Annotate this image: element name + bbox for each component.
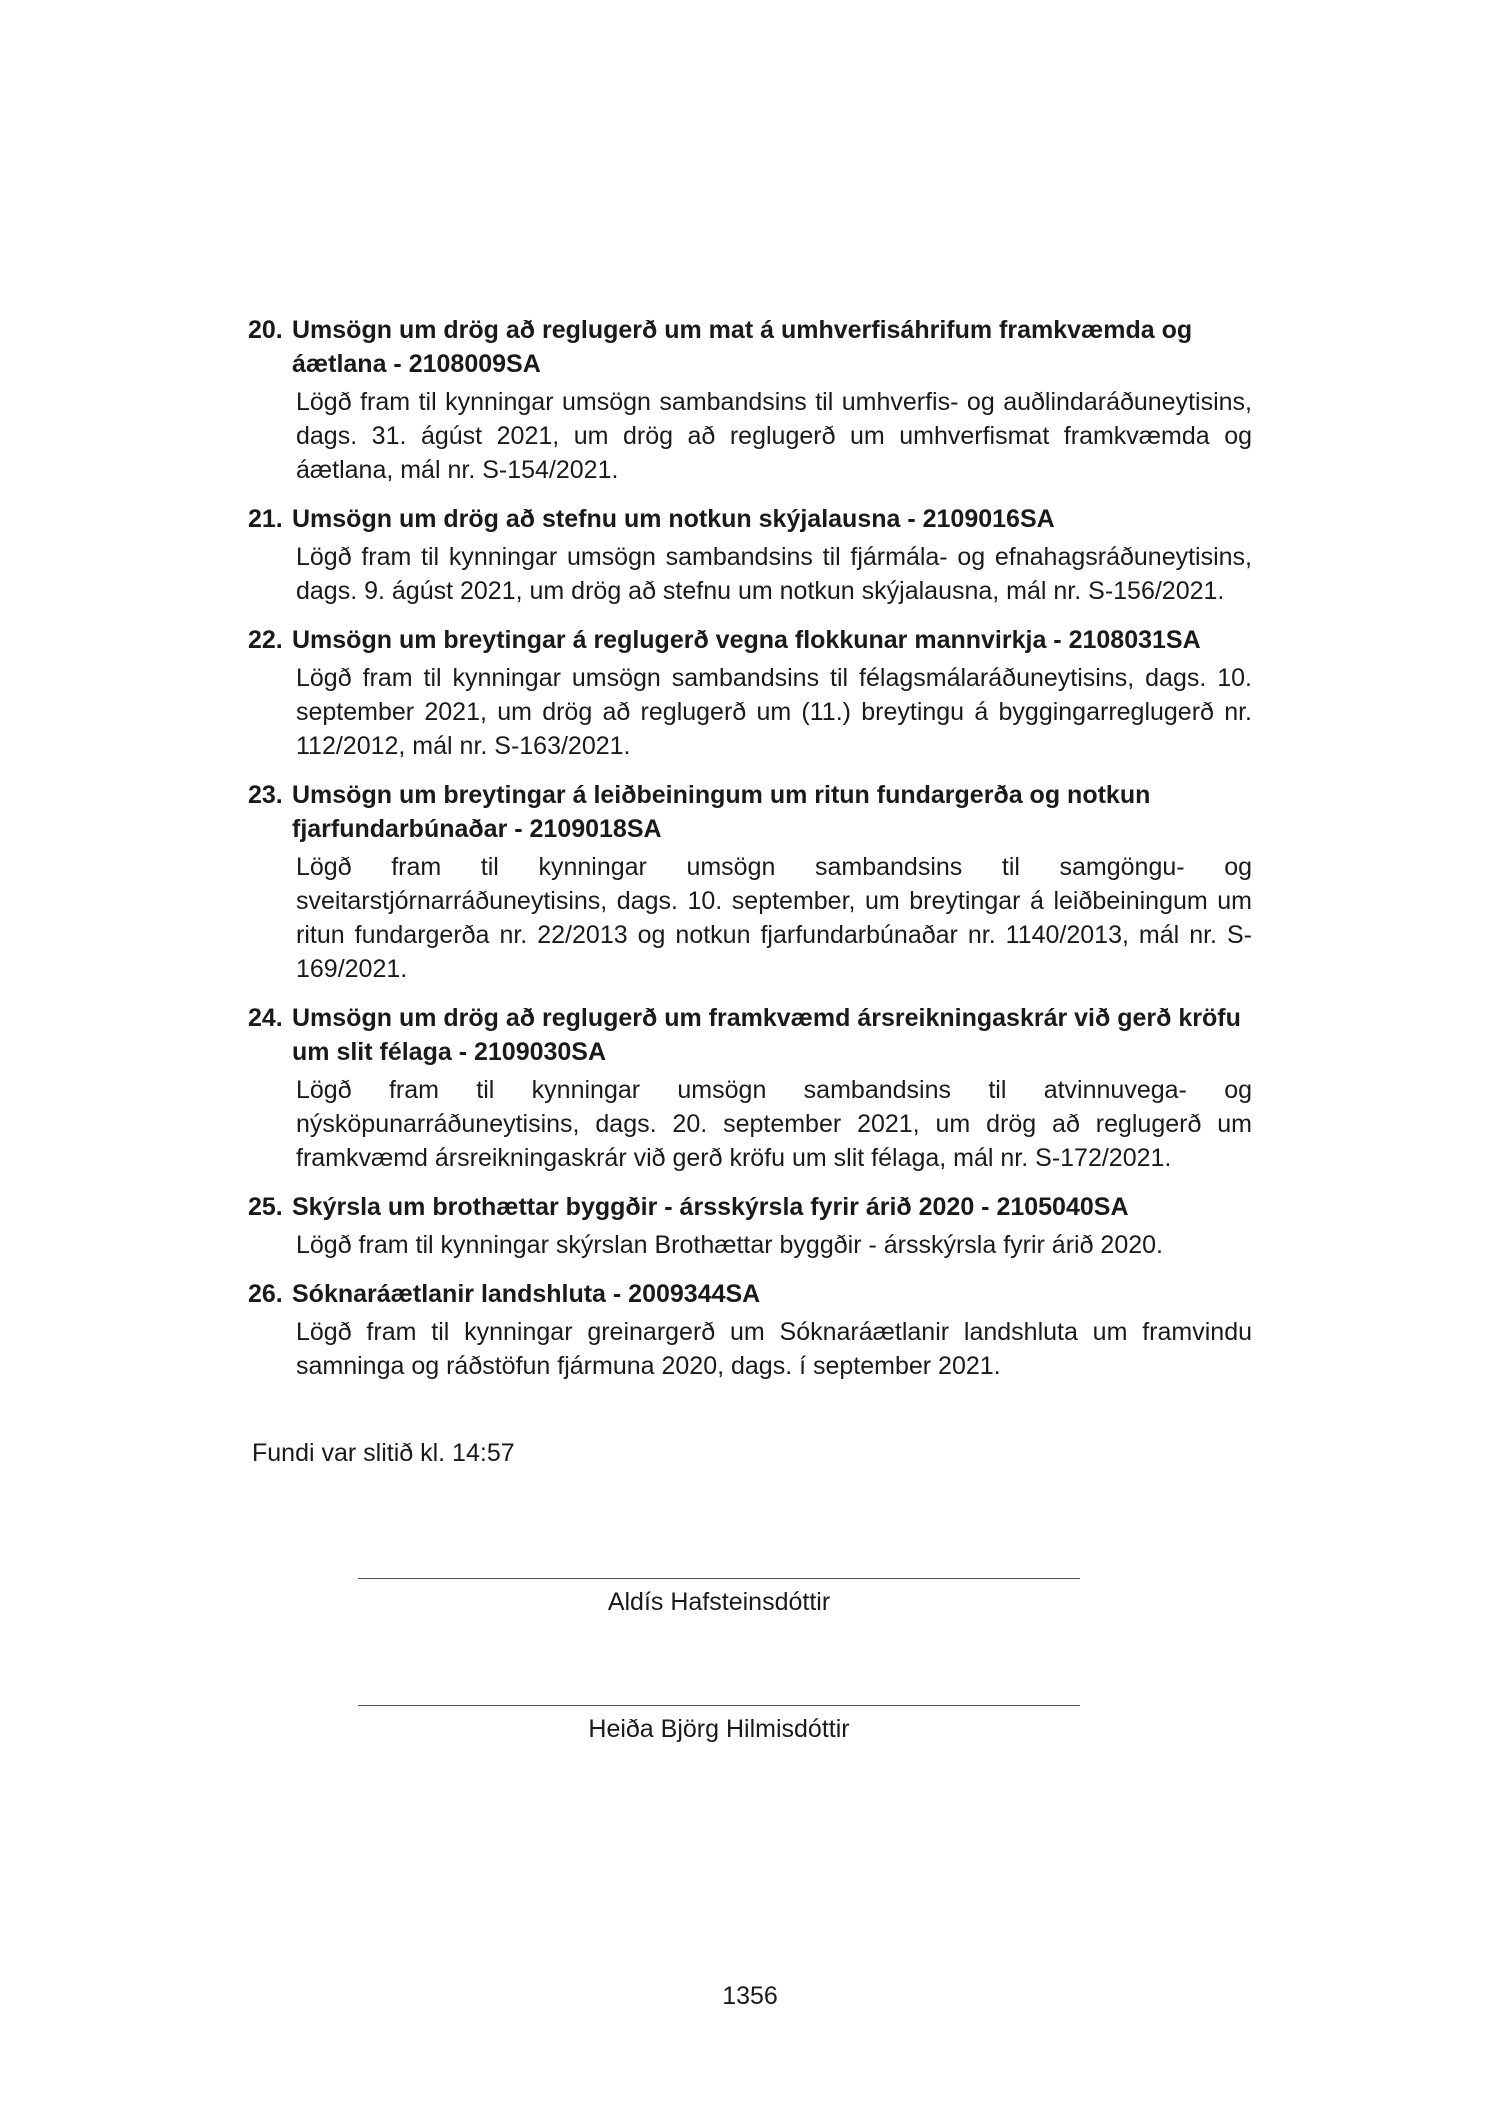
signature-block-1 bbox=[358, 1578, 1080, 1619]
item-body: Lögð fram til kynningar umsögn sambandsins til samgöngu- og sveitarstjórnarráðuneytisins, dags. 10. september, um breytingar á leiðbeiningum um ritun fundargerða nr. 22/2013 og notkun fjarfundarbúnaðar nr. 1140/2013, mál nr. S-169/2021. bbox=[296, 853, 1252, 983]
signatory-name: Heiða Björg Hilmisdóttir bbox=[588, 1715, 850, 1743]
item-body: Lögð fram til kynningar greinargerð um Sóknaráætlanir landshluta um framvindu samninga og ráðstöfun fjármuna 2020, dags. í september 2021. bbox=[296, 1318, 1252, 1380]
agenda-item-26 bbox=[248, 1277, 1252, 1383]
signature-line bbox=[358, 1705, 1080, 1706]
agenda-item-23 bbox=[248, 778, 1252, 986]
item-number: 24. bbox=[248, 1004, 283, 1032]
agenda-items bbox=[248, 313, 1252, 1398]
item-title: Umsögn um drög að reglugerð um mat á umhverfisáhrifum framkvæmda og áætlana - 2108009SA bbox=[292, 316, 1193, 378]
agenda-item-25 bbox=[248, 1190, 1252, 1262]
agenda-item-24 bbox=[248, 1001, 1252, 1175]
item-number: 25. bbox=[248, 1193, 283, 1221]
item-body: Lögð fram til kynningar umsögn sambandsins til atvinnuvega- og nýsköpunarráðuneytisins, dags. 20. september 2021, um drög að reglugerð um framkvæmd ársreikningaskrár við gerð kröfu um slit félaga, mál nr. S-172/2021. bbox=[296, 1076, 1252, 1172]
signature-block-2 bbox=[358, 1705, 1080, 1746]
item-body: Lögð fram til kynningar umsögn sambandsins til félagsmálaráðuneytisins, dags. 10. september 2021, um drög að reglugerð um (11.) breytingu á byggingarreglugerð nr. 112/2012, mál nr. S-163/2021. bbox=[296, 664, 1252, 760]
agenda-item-20 bbox=[248, 313, 1252, 487]
item-number: 22. bbox=[248, 626, 283, 654]
agenda-item-heading bbox=[248, 313, 1252, 381]
item-number: 21. bbox=[248, 505, 283, 533]
item-title: Umsögn um breytingar á leiðbeiningum um ritun fundargerða og notkun fjarfundarbúnaðar - 2109018SA bbox=[292, 781, 1151, 843]
item-number: 23. bbox=[248, 781, 283, 809]
item-body: Lögð fram til kynningar umsögn sambandsins til umhverfis- og auðlindaráðuneytisins, dags. 31. ágúst 2021, um drög að reglugerð um umhverfismat framkvæmda og áætlana, mál nr. S-154/2021. bbox=[296, 388, 1252, 484]
agenda-item-heading bbox=[248, 1001, 1252, 1069]
item-title: Sóknaráætlanir landshluta - 2009344SA bbox=[292, 1280, 761, 1308]
item-title: Skýrsla um brothættar byggðir - ársskýrsla fyrir árið 2020 - 2105040SA bbox=[292, 1193, 1129, 1221]
item-title: Umsögn um drög að reglugerð um framkvæmd ársreikningaskrár við gerð kröfu um slit félaga - 2109030SA bbox=[292, 1004, 1241, 1066]
item-body: Lögð fram til kynningar skýrslan Brothættar byggðir - ársskýrsla fyrir árið 2020. bbox=[296, 1231, 1163, 1259]
agenda-item-heading bbox=[248, 778, 1252, 846]
item-body: Lögð fram til kynningar umsögn sambandsins til fjármála- og efnahagsráðuneytisins, dags. 9. ágúst 2021, um drög að stefnu um notkun skýjalausna, mál nr. S-156/2021. bbox=[296, 543, 1252, 605]
page-number: 1356 bbox=[722, 1982, 778, 2010]
agenda-item-22 bbox=[248, 623, 1252, 763]
agenda-item-21 bbox=[248, 502, 1252, 608]
meeting-closing: Fundi var slitið kl. 14:57 bbox=[252, 1439, 515, 1467]
agenda-item-heading bbox=[248, 502, 1252, 536]
agenda-item-heading bbox=[248, 1190, 1252, 1224]
signature-line bbox=[358, 1578, 1080, 1579]
agenda-item-heading bbox=[248, 623, 1252, 657]
agenda-item-heading bbox=[248, 1277, 1252, 1311]
item-title: Umsögn um drög að stefnu um notkun skýjalausna - 2109016SA bbox=[292, 505, 1055, 533]
item-title: Umsögn um breytingar á reglugerð vegna flokkunar mannvirkja - 2108031SA bbox=[292, 626, 1201, 654]
item-number: 20. bbox=[248, 316, 283, 344]
signatory-name: Aldís Hafsteinsdóttir bbox=[607, 1588, 831, 1616]
item-number: 26. bbox=[248, 1280, 283, 1308]
